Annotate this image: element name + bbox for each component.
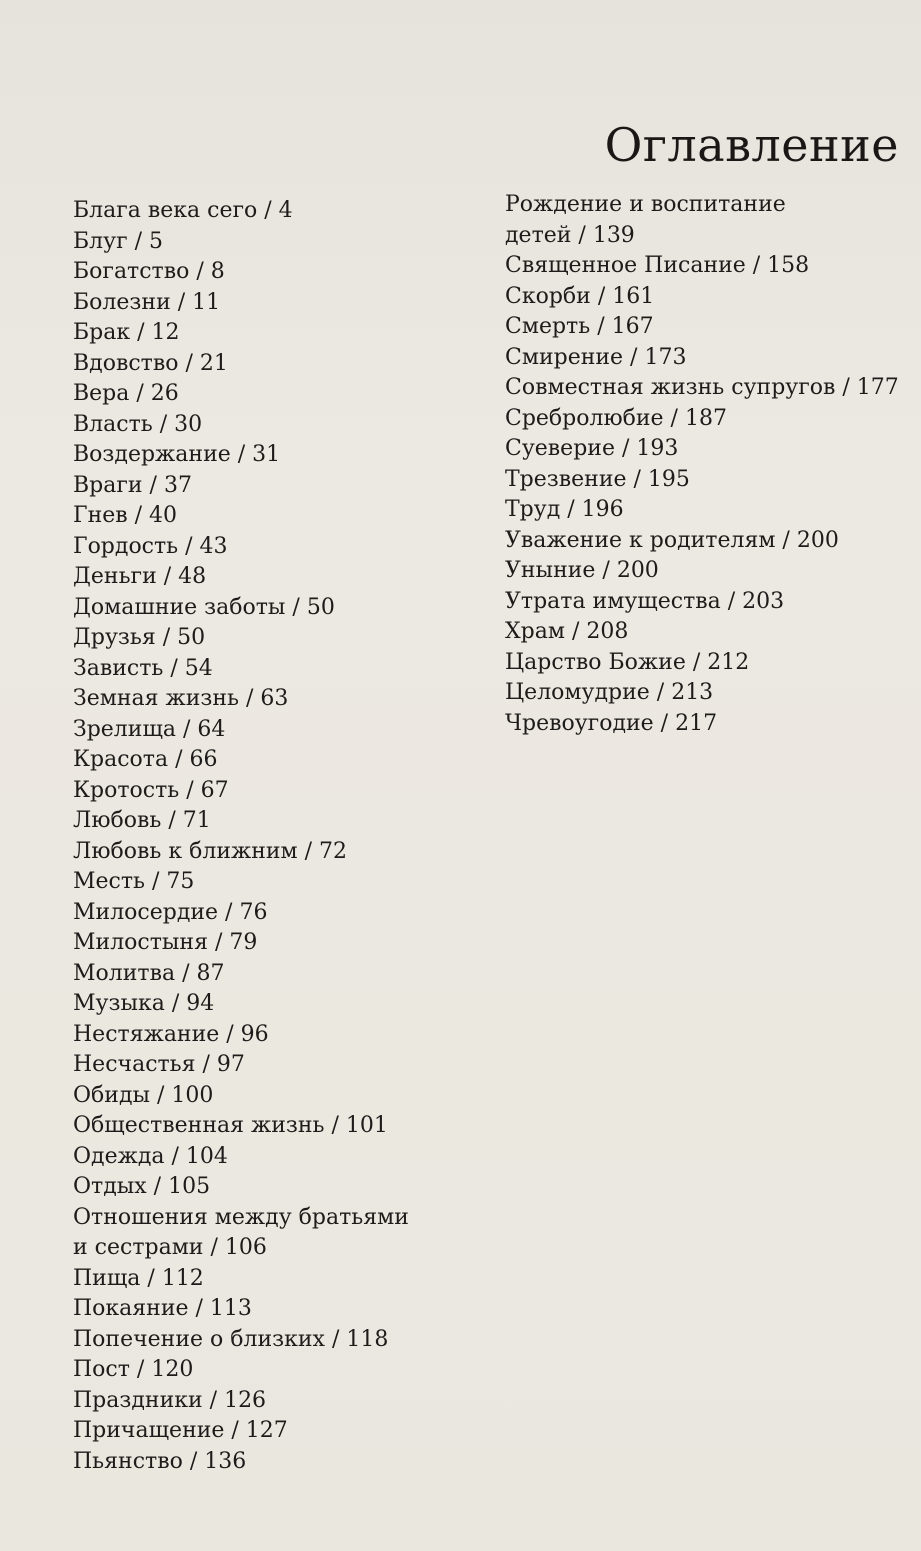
toc-entry: Любовь к ближним / 72 — [73, 838, 348, 864]
toc-entry: Месть / 75 — [73, 869, 195, 894]
toc-entry: Причащение / 127 — [73, 1418, 288, 1443]
toc-entry: Уныние / 200 — [505, 558, 659, 583]
toc-entry: и сестрами / 106 — [73, 1235, 267, 1260]
toc-entry: Кротость / 67 — [73, 777, 229, 803]
toc-entry: Болезни / 11 — [73, 289, 221, 315]
toc-entry: Совместная жизнь супругов / 177 — [505, 375, 899, 400]
toc-entry: Пища / 112 — [73, 1265, 204, 1291]
toc-entry: детей / 139 — [505, 222, 635, 248]
toc-entry: Покаяние / 113 — [73, 1296, 252, 1321]
toc-entry: Общественная жизнь / 101 — [73, 1113, 388, 1138]
toc-entry: Несчастья / 97 — [73, 1052, 245, 1077]
toc-entry: Чревоугодие / 217 — [505, 710, 718, 736]
toc-entry: Пост / 120 — [73, 1357, 194, 1382]
page-title: Оглавление — [604, 118, 899, 172]
toc-entry: Богатство / 8 — [73, 259, 225, 284]
toc-entry: Гнев / 40 — [73, 503, 178, 528]
toc-entry: Милостыня / 79 — [73, 930, 258, 955]
toc-entry: Труд / 196 — [505, 497, 624, 522]
toc-entry: Смирение / 173 — [505, 344, 687, 370]
toc-right-column — [505, 190, 915, 739]
toc-entry: Смерть / 167 — [505, 314, 654, 339]
toc-entry: Сребролюбие / 187 — [505, 405, 727, 431]
toc-entry: Земная жизнь / 63 — [73, 686, 289, 711]
toc-entry: Пьянство / 136 — [73, 1448, 247, 1474]
toc-entry: Царство Божие / 212 — [505, 649, 750, 675]
toc-entry: Гордость / 43 — [73, 533, 228, 559]
toc-entry: Воздержание / 31 — [73, 442, 281, 467]
toc-entry: Зависть / 54 — [73, 655, 213, 681]
toc-entry: Храм / 208 — [505, 619, 629, 644]
toc-entry: Священное Писание / 158 — [505, 253, 810, 278]
toc-entry: Одежда / 104 — [73, 1143, 228, 1169]
toc-entry: Обиды / 100 — [73, 1082, 214, 1108]
toc-entry: Домашние заботы / 50 — [73, 594, 335, 620]
toc-left-column — [73, 196, 493, 1477]
toc-entry: Утрата имущества / 203 — [505, 588, 785, 614]
toc-entry: Брак / 12 — [73, 320, 180, 345]
toc-entry: Нестяжание / 96 — [73, 1021, 269, 1047]
toc-entry: Отношения между братьями — [73, 1204, 409, 1230]
toc-entry: Любовь / 71 — [73, 808, 211, 833]
toc-entry: Скорби / 161 — [505, 283, 655, 309]
toc-entry: Трезвение / 195 — [505, 466, 690, 492]
toc-entry: Суеверие / 193 — [505, 436, 679, 461]
toc-entry: Красота / 66 — [73, 747, 218, 772]
toc-entry: Блага века сего / 4 — [73, 198, 293, 223]
toc-entry: Уважение к родителям / 200 — [505, 527, 839, 553]
toc-entry: Отдых / 105 — [73, 1174, 211, 1199]
toc-entry: Попечение о близких / 118 — [73, 1326, 389, 1352]
toc-entry: Блуг / 5 — [73, 228, 164, 254]
toc-entry: Власть / 30 — [73, 411, 203, 437]
toc-entry: Милосердие / 76 — [73, 899, 268, 925]
toc-entry: Вера / 26 — [73, 381, 179, 406]
toc-entry: Молитва / 87 — [73, 960, 225, 986]
toc-entry: Вдовство / 21 — [73, 350, 228, 376]
toc-entry: Праздники / 126 — [73, 1387, 267, 1413]
toc-entry: Зрелища / 64 — [73, 716, 226, 742]
toc-entry: Целомудрие / 213 — [505, 680, 714, 705]
toc-entry: Рождение и воспитание — [505, 192, 786, 217]
toc-entry: Музыка / 94 — [73, 991, 215, 1016]
toc-entry: Друзья / 50 — [73, 625, 206, 650]
toc-entry: Деньги / 48 — [73, 564, 207, 589]
toc-entry: Враги / 37 — [73, 472, 192, 498]
